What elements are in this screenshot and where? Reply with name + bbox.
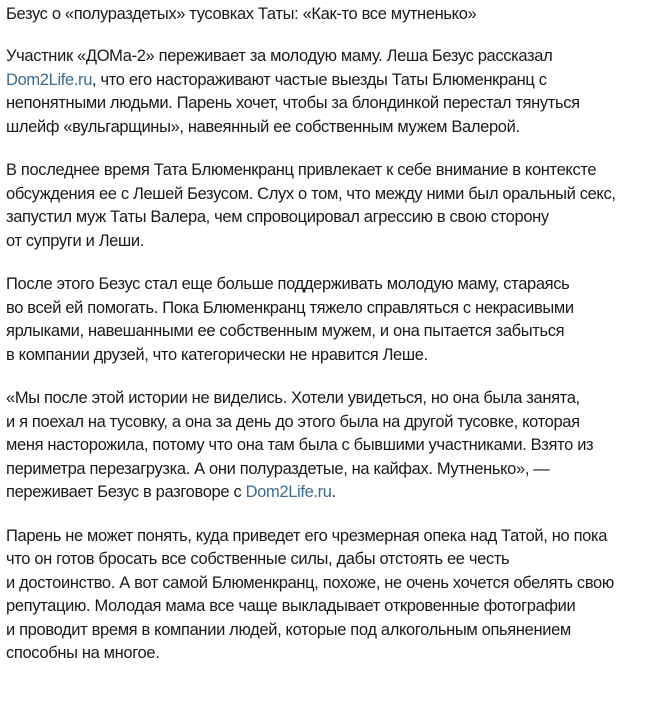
article-paragraph-1: [6, 45, 670, 139]
dom2life-link[interactable]: Dom2Life.ru: [6, 70, 93, 89]
paragraph-line: периметра перезагрузка. А они полураздетые, на кайфах. Мутненько», —: [6, 459, 550, 478]
line-text: переживает Безус в разговоре с: [6, 483, 246, 501]
article-title: Безус о «полураздетых» тусовках Таты: «Как-то все мутненько»: [6, 5, 477, 23]
paragraph-line: «Мы после этой истории не виделись. Хотели увидеться, но она была занята,: [6, 389, 580, 407]
paragraph-line: ярлыками, навешанными ее собственным мужем, и она пытается забыться: [6, 322, 565, 340]
paragraph-line: и достоинство. А вот самой Блюменкранц, похоже, не очень хочется обелять свою: [6, 573, 614, 592]
paragraph-line: меня насторожила, потому что она там была с бывшими участниками. Взято из: [6, 436, 594, 454]
article-paragraph-3: [6, 273, 670, 367]
paragraph-line: обсуждения ее с Лешей Безусом. Слух о том, что между ними был оральный секс,: [6, 184, 616, 203]
paragraph-line: После этого Безус стал еще больше поддерживать молодую маму, стараясь: [6, 275, 570, 293]
paragraph-line: и я поехал на тусовку, а она за день до этого была на другой тусовке, которая: [6, 412, 580, 431]
paragraph-line: репутацию. Молодая мама все чаще выкладывает откровенные фотографии: [6, 597, 576, 615]
paragraph-line: в компании друзей, что категорически не нравится Леше.: [6, 345, 428, 364]
paragraph-line: что он готов бросать все собственные силы, дабы отстоять ее честь: [6, 550, 510, 568]
article-paragraph-5: [6, 525, 670, 666]
paragraph-line: непонятными людьми. Парень хочет, чтобы за блондинкой перестал тянуться: [6, 94, 580, 112]
paragraph-line: запустил муж Таты Валера, чем спровоцировал агрессию в свою сторону: [6, 208, 549, 226]
line-text: .: [331, 483, 336, 501]
paragraph-line: [6, 69, 670, 93]
paragraph-line: во всей ей помогать. Пока Блюменкранц тяжело справляться с некрасивыми: [6, 298, 574, 317]
article: [0, 3, 670, 666]
paragraph-line: шлейф «вульгарщины», навеянный ее собственным мужем Валерой.: [6, 117, 520, 136]
paragraph-line: [6, 481, 670, 505]
paragraph-line: В последнее время Тата Блюменкранц привлекает к себе внимание в контексте: [6, 161, 597, 179]
paragraph-line: Парень не может понять, куда приведет его чрезмерная опека над Татой, но пока: [6, 526, 608, 545]
dom2life-link[interactable]: Dom2Life.ru: [245, 483, 332, 501]
paragraph-line: способны на многое.: [6, 644, 160, 662]
article-paragraph-2: [6, 159, 670, 253]
paragraph-line: Участник «ДОМа-2» переживает за молодую маму. Леша Безус рассказал: [6, 47, 553, 65]
paragraph-line: от супруги и Леши.: [6, 231, 144, 250]
article-paragraph-4-quote: [6, 387, 670, 505]
line-text: , что его настораживают частые выезды Таты Блюменкранц с: [92, 70, 547, 89]
paragraph-line: и проводит время в компании людей, которые под алкогольным опьянением: [6, 620, 571, 639]
